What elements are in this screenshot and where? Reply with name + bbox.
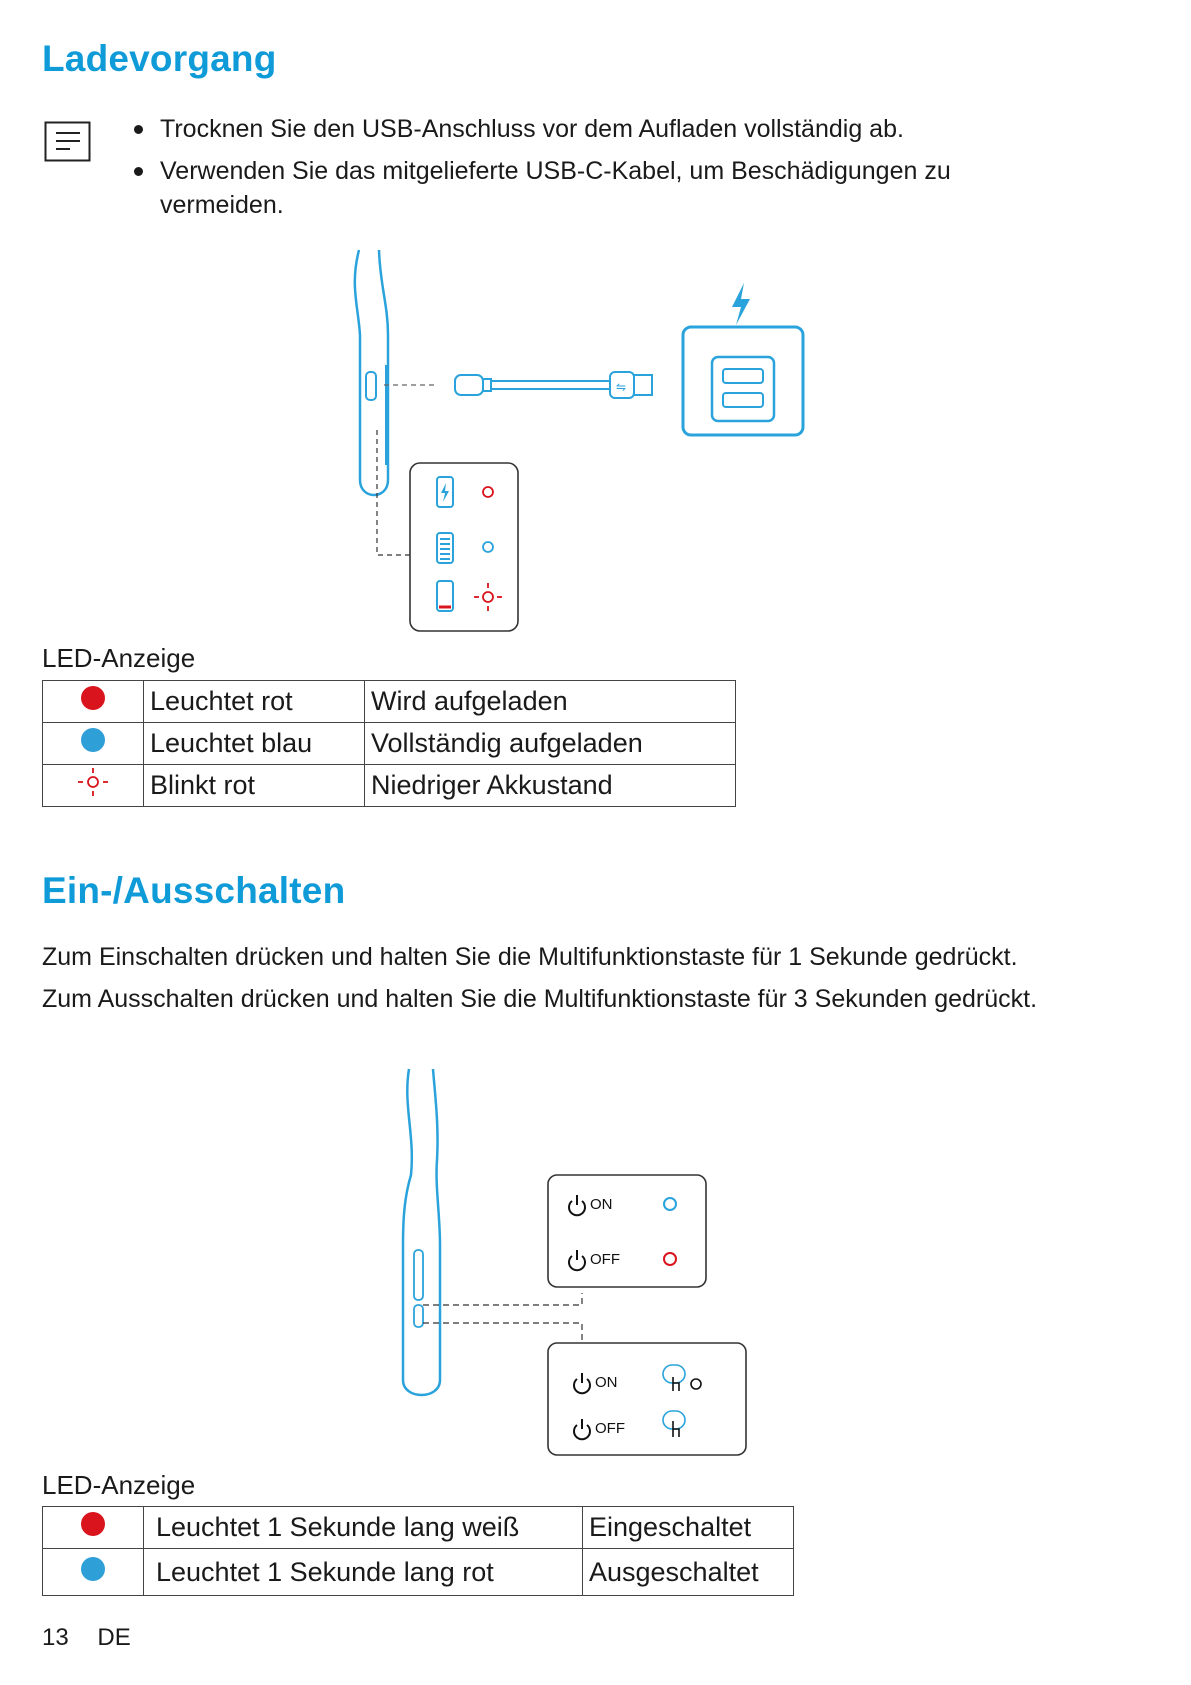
power-illustration: [395, 1065, 755, 1460]
note-item: Trocknen Sie den USB-Anschluss vor dem Aufladen vollständig ab.: [128, 112, 1088, 146]
language-code: DE: [97, 1624, 131, 1651]
note-icon: [44, 120, 92, 164]
instruction-paragraph: Zum Einschalten drücken und halten Sie die Multifunktionstaste für 1 Sekunde gedrückt.: [42, 943, 1018, 971]
page-footer: [42, 1624, 131, 1652]
press-on-label: ON: [595, 1374, 618, 1391]
usb-c-plug: [455, 375, 483, 395]
led-state: Leuchtet blau: [144, 723, 365, 765]
svg-text:⇋: ⇋: [616, 380, 627, 394]
solid-blue-dot: [81, 728, 105, 752]
multifunction-button: [414, 1305, 423, 1327]
table-row: [43, 723, 736, 765]
table-row: [43, 1507, 794, 1549]
table-row: [43, 765, 736, 807]
led-meaning: Wird aufgeladen: [365, 681, 736, 723]
led-state: Blinkt rot: [144, 765, 365, 807]
lightning-icon: [732, 283, 750, 325]
led-meaning: Eingeschaltet: [583, 1507, 794, 1549]
solid-red-dot: [81, 1512, 105, 1536]
led-state: Leuchtet 1 Sekunde lang rot: [144, 1549, 583, 1596]
led-heading-power: LED-Anzeige: [42, 1470, 196, 1500]
page-number: 13: [42, 1624, 69, 1651]
note-list: [128, 112, 1088, 222]
led-meaning: Vollständig aufgeladen: [365, 723, 736, 765]
volume-button: [414, 1250, 423, 1300]
led-heading-charging: LED-Anzeige: [42, 643, 196, 673]
power-instructions: [42, 940, 1142, 1016]
section-title-charging: Ladevorgang: [42, 38, 277, 79]
led-status-panel: [548, 1175, 706, 1287]
note-item: Verwenden Sie das mitgelieferte USB-C-Kabel, um Beschädigungen zu vermeiden.: [128, 154, 1080, 222]
charger-box: [683, 327, 803, 435]
led-on-label: ON: [590, 1196, 613, 1213]
led-table-charging: [42, 680, 736, 807]
press-off-label: OFF: [595, 1420, 625, 1437]
solid-blue-dot: [81, 1557, 105, 1581]
led-panel: [410, 463, 518, 631]
section-title-power: Ein-/Ausschalten: [42, 870, 346, 911]
table-row: [43, 1549, 794, 1596]
led-state: Leuchtet rot: [144, 681, 365, 723]
solid-red-dot: [81, 686, 105, 710]
table-row: [43, 681, 736, 723]
instruction-paragraph: Zum Ausschalten drücken und halten Sie die Multifunktionstaste für 3 Sekunden gedrückt.: [42, 985, 1038, 1013]
usb-c-port: [366, 372, 376, 400]
neckband-outline: [403, 1069, 440, 1395]
blinking-red-icon: [75, 766, 111, 798]
led-state: Leuchtet 1 Sekunde lang weiß: [144, 1507, 583, 1549]
charging-illustration: [340, 245, 810, 635]
led-meaning: Niedriger Akkustand: [365, 765, 736, 807]
led-table-power: [42, 1506, 794, 1596]
led-meaning: Ausgeschaltet: [583, 1549, 794, 1596]
led-off-label: OFF: [590, 1251, 620, 1268]
